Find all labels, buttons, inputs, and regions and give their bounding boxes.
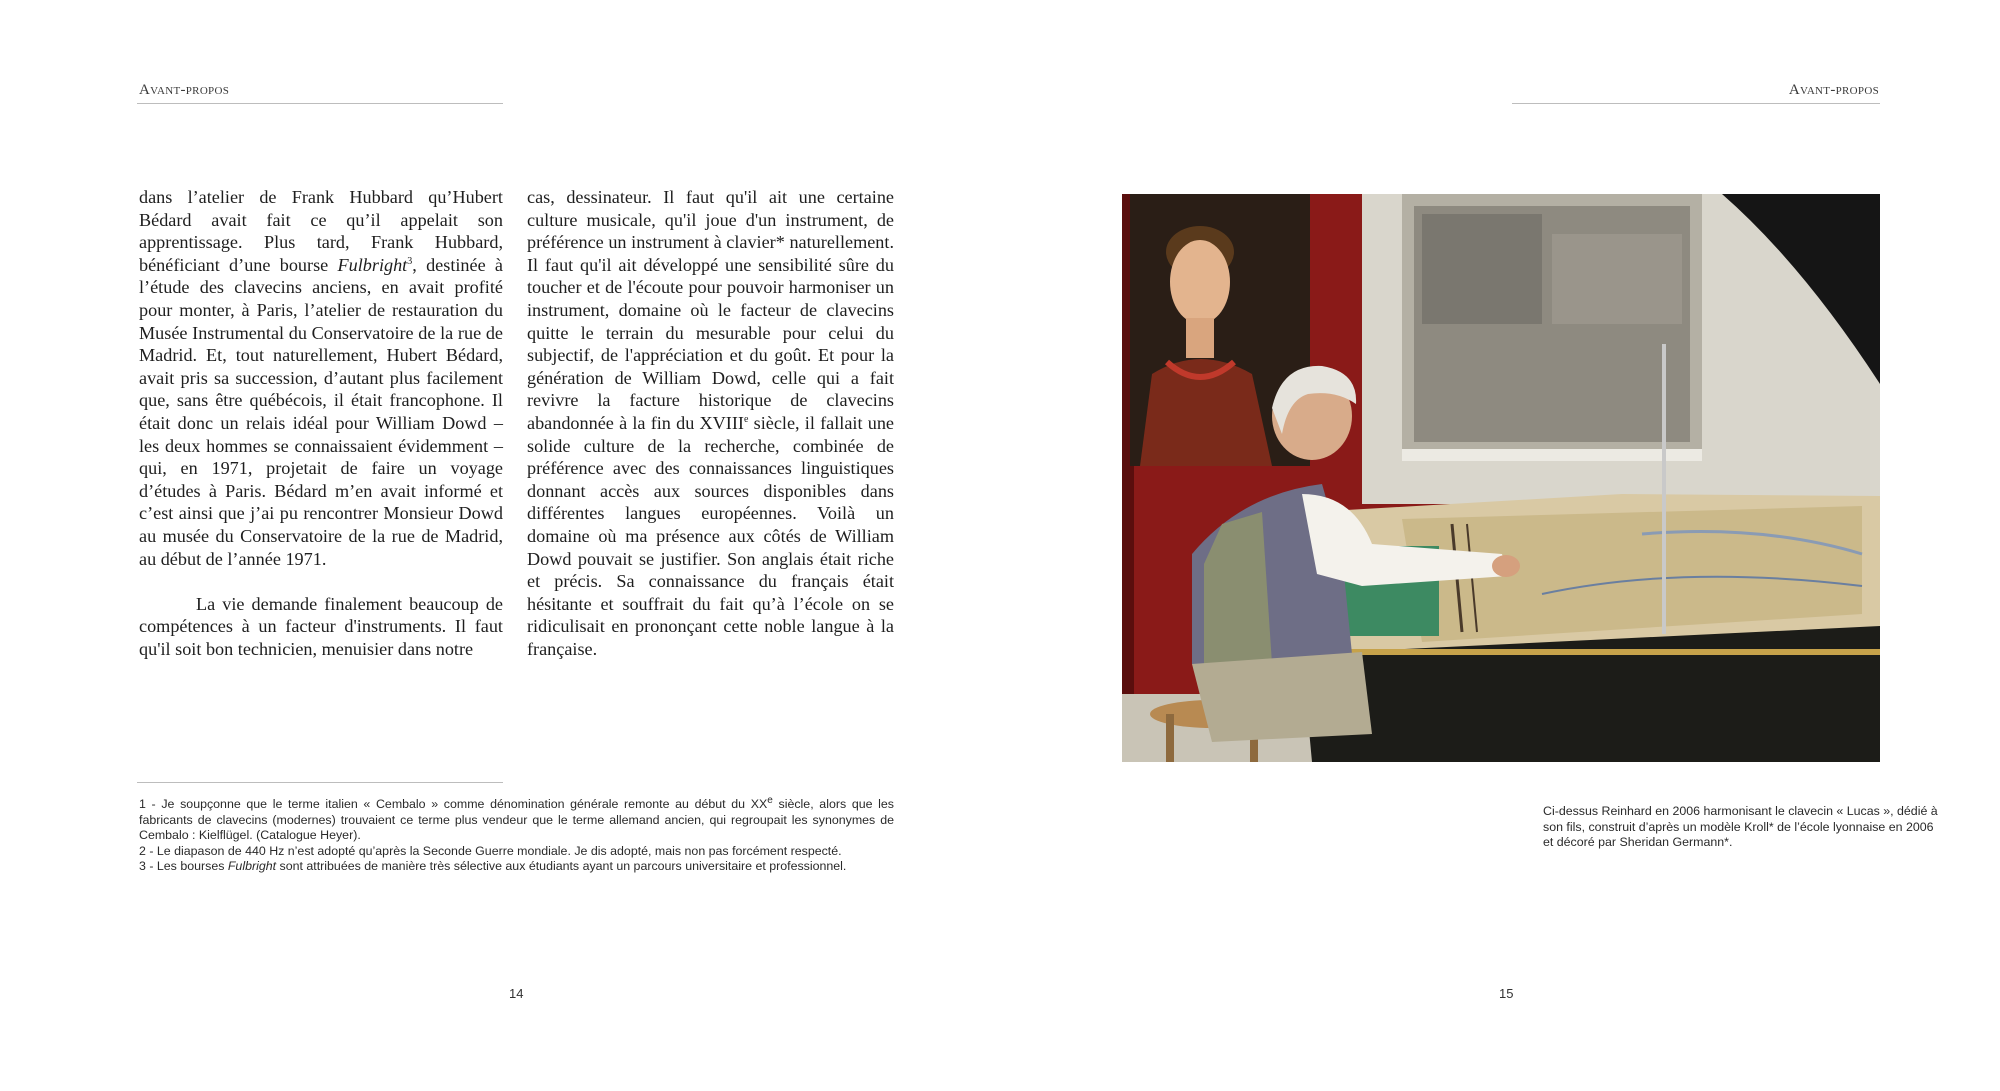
- fulbright-italic: Fulbright: [337, 254, 408, 275]
- photo-caption: [1543, 804, 1943, 851]
- footnote-3-text-b: sont attribuées de manière très sélective aux étudiants ayant un parcours universitaire et professionnel.: [276, 859, 847, 874]
- footnote-3-italic: Fulbright: [227, 859, 277, 874]
- paragraph-3-text-b: siècle, il fallait une solide culture de la recherche, combinée de préférence avec des connaissances linguistiques donnant accès aux sources disponibles dans différentes langues européennes. Voilà un domaine où ma présence aux côtés de William Dowd pouvait se justifier. Son anglais était riche et précis. Sa connaissance du français était hésitante et souffrait du fait qu’à l’école on se ridiculisait en prononçant cette noble langue à la française.: [527, 412, 894, 659]
- page-number-right: 15: [1499, 986, 1514, 1001]
- footnote-1-text-a: 1 - Je soupçonne que le terme italien « Cembalo » comme dénomination générale remonte au début du XX: [139, 797, 768, 811]
- text-column-2: [527, 186, 894, 660]
- photo-illustration: [1122, 194, 1880, 762]
- paragraph-2: La vie demande finalement beaucoup de compétences à un facteur d'instruments. Il faut qu'il soit bon technicien, menuisier dans notre: [139, 593, 503, 659]
- footnote-1: [139, 794, 895, 844]
- footnote-3-text-a: 3 - Les bourses: [139, 859, 228, 874]
- century-superscript: e: [743, 413, 749, 425]
- paragraph-1-text-b: , destinée à l’étude des clavecins anciens, en avait profité pour monter, à Paris, l’atelier de restauration du Musée Instrumental du Conservatoire de la rue de Madrid. Et, tout naturellement, Hubert Bédard, avait pris sa succession, d’autant plus facilement que, sans être québécois, il était francophone. Il était donc un relais idéal pour William Dowd – les deux hommes se connaissaient évidemment – qui, en 1971, projetait de faire un voyage d’études à Paris. Bédard m’en avait informé et c’est ainsi que j’ai pu rencontrer Monsieur Dowd au musée du Conservatoire de la rue de Madrid, au début de l’année 1971.: [139, 254, 504, 569]
- footnote-2: 2 - Le diapason de 440 Hz n’est adopté qu’après la Seconde Guerre mondiale. Je dis adopté, mais non pas forcément respecté.: [139, 843, 842, 858]
- running-head-left: Avant-propos: [139, 82, 230, 98]
- running-head-right: Avant-propos: [1788, 82, 1879, 98]
- text-column-1: [139, 186, 503, 660]
- footnote-3: [139, 859, 894, 875]
- footnote-ref-3[interactable]: 3: [407, 255, 413, 267]
- paragraph-1: [139, 186, 503, 570]
- page-number-left: 14: [509, 986, 524, 1001]
- right-page: [1000, 0, 2000, 1091]
- paragraph-3-text-a: cas, dessinateur. Il faut qu'il ait une certaine culture musicale, qu'il joue d'un instrument, de préférence un instrument à clavier* naturellement. Il faut qu'il ait développé une sensibilité sûre du toucher et de l'écoute pour pouvoir harmoniser un instrument, domaine où le facteur de clavecins quitte le terrain du mesurable pour celui du subjectif, de l'appréciation et du goût. Et pour la génération de William Dowd, celle qui a fait revivre la facture historique de clavecins abandonnée à la fin du XVIII: [527, 187, 894, 433]
- header-rule-right: [1512, 103, 1880, 104]
- header-rule-left: [137, 103, 503, 104]
- photo-caption-text: Ci-dessus Reinhard en 2006 harmonisant le clavecin « Lucas », dédié à son fils, construit d’après un modèle Kroll* de l’école lyonnaise en 2006 et décoré par Sheridan Germann*.: [1543, 804, 1938, 850]
- footnote-1-superscript: e: [767, 794, 773, 806]
- footnote-1-text-b: siècle, alors que les fabricants de clavecins (modernes) trouvaient ce terme plus vendeur que le terme allemand ancien, qui regroupait les synonymes de Cembalo : Kielflügel. (Catalogue Heyer).: [139, 797, 895, 843]
- paragraph-1-text-a: dans l’atelier de Frank Hubbard qu’Hubert Bédard avait fait ce qu’il appelait son apprentissage. Plus tard, Frank Hubbard, bénéficiant d’une bourse: [139, 187, 503, 275]
- footnotes: [139, 794, 895, 875]
- harpsichord-maker-photo: [1122, 194, 1880, 762]
- footnote-rule: [137, 782, 503, 783]
- paragraph-3: [527, 186, 894, 660]
